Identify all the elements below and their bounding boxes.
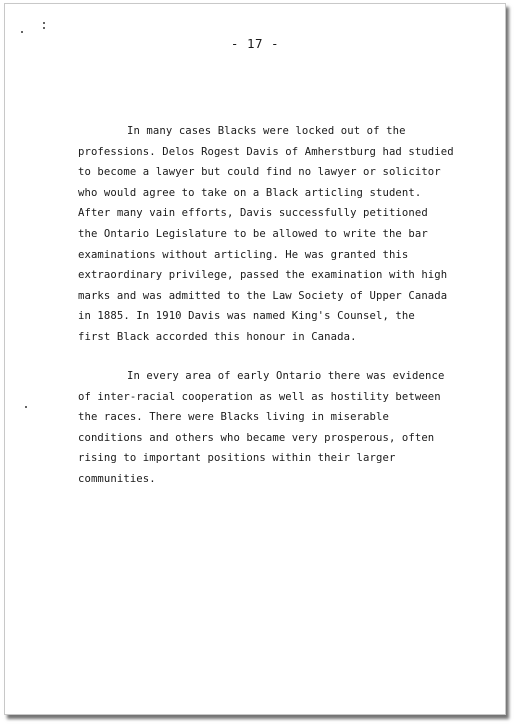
text-line: in 1885. In 1910 Davis was named King's Counsel, the [78,310,415,323]
text-line: first Black accorded this honour in Canada. [78,330,357,343]
scan-speck [43,27,45,29]
text-line: examinations without articling. He was granted this [78,248,409,261]
text-line: the races. There were Blacks living in miserable [78,411,389,424]
text-line: the Ontario Legislature to be allowed to write the bar [78,227,428,240]
text-line: extraordinary privilege, passed the examination with high [78,269,448,282]
text-line: In many cases Blacks were locked out of the [127,125,406,137]
text-line: to become a lawyer but could find no lawyer or solicitor [78,166,441,179]
text-line: rising to important positions within their larger [78,452,396,465]
text-line: marks and was admitted to the Law Society of Upper Canada [78,289,448,302]
scan-speck [21,31,23,33]
scan-speck [43,22,45,24]
text-line: who would agree to take on a Black articling student. [78,186,422,199]
text-line: of inter-racial cooperation as well as hostility between [78,390,441,403]
paragraph-2 [78,366,488,490]
text-line: After many vain efforts, Davis successfully petitioned [78,207,428,220]
scan-speck [25,406,27,408]
text-line: conditions and others who became very prosperous, often [78,431,435,444]
text-line: professions. Delos Rogest Davis of Amherstburg had studied [78,145,454,158]
text-line: communities. [78,472,156,485]
page-number: - 17 - [230,36,280,51]
text-line: In every area of early Ontario there was evidence [127,370,445,382]
document-page [4,3,506,715]
paragraph-1 [78,121,488,348]
